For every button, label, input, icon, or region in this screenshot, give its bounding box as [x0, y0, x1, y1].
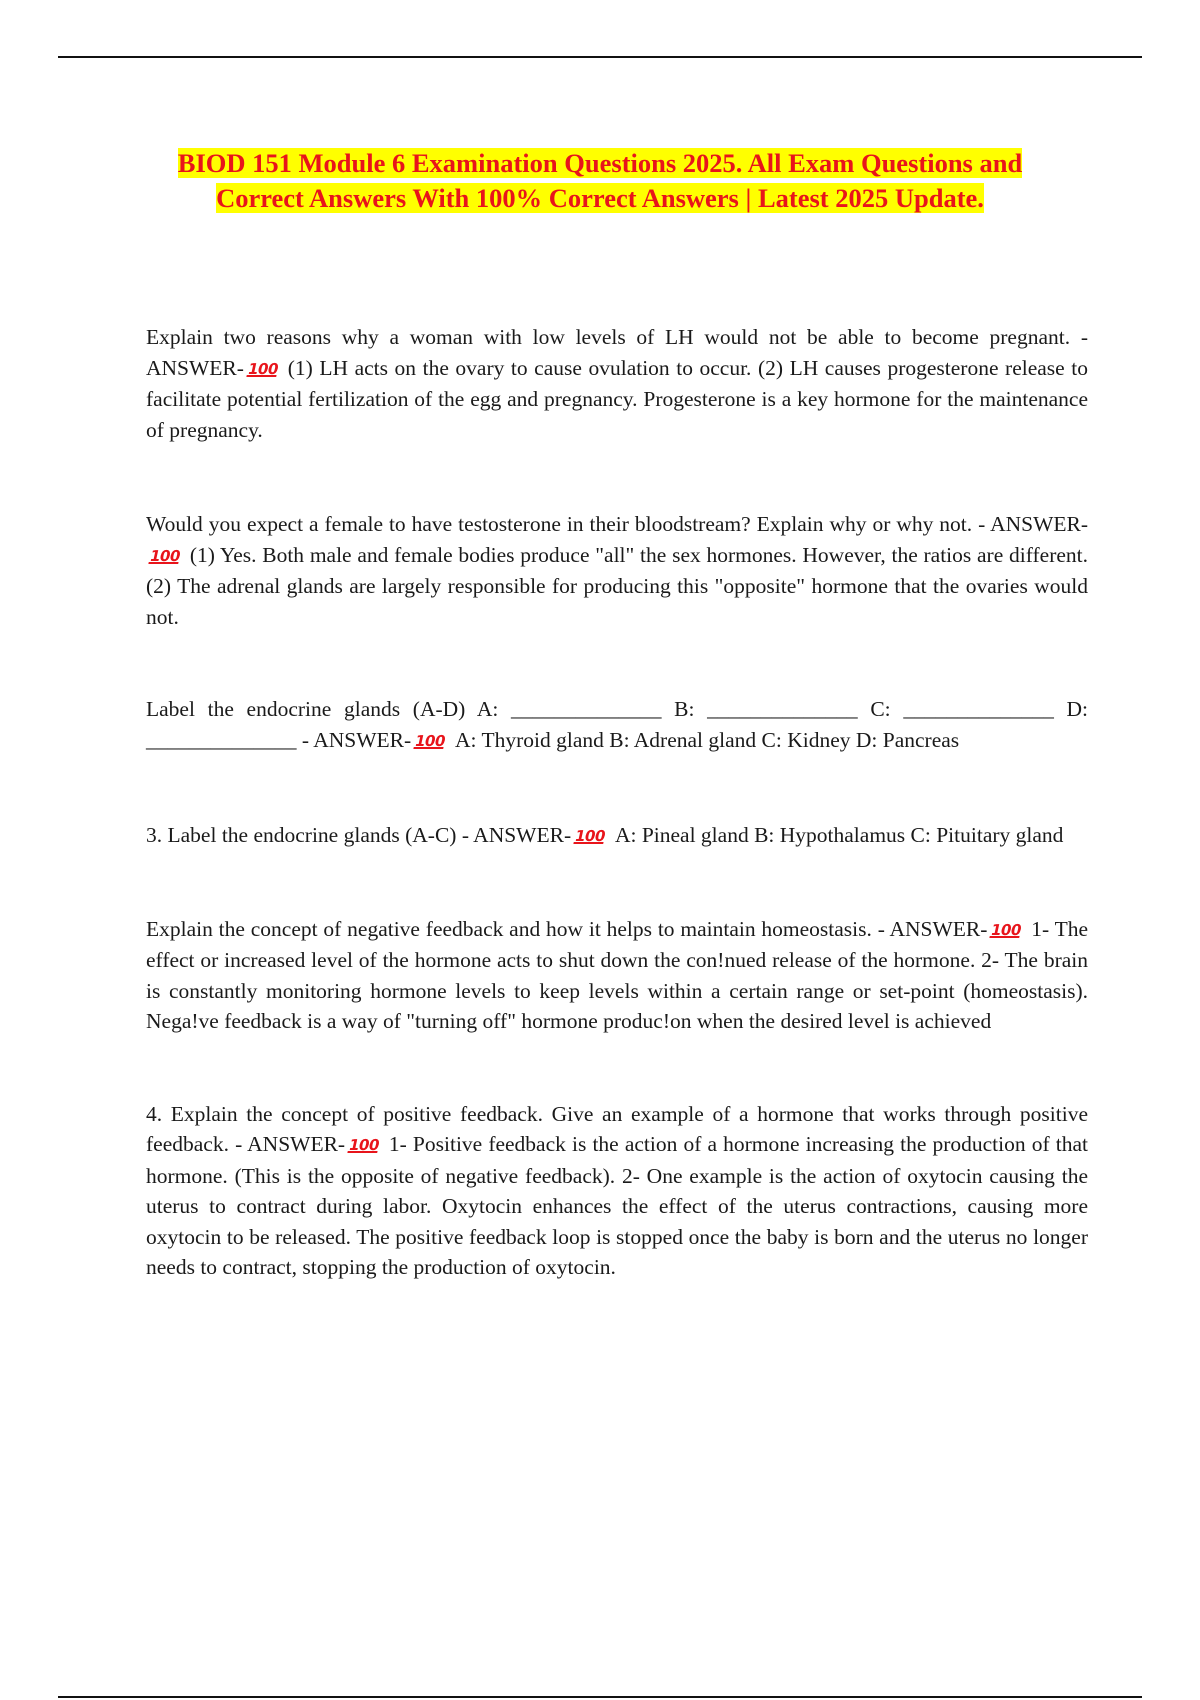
hundred-points-icon: 100 [246, 359, 280, 378]
hundred-points-icon: 100 [148, 546, 182, 565]
bottom-rule [58, 1696, 1142, 1698]
qa-item [146, 1099, 1088, 1283]
answer-text: 1- Positive feedback is the action of a hormone increasing the production of that hormone. (This is the opposite of negative feedback). 2- One example is the action of oxytocin causing the uterus to contract during labor. Oxytocin enhances the effect of the uterus contractions, causing more oxytocin to be released. The positive feedback loop is stopped once the baby is born and the uterus no longer needs to contract, stopping the production of oxytocin. [146, 1132, 1088, 1279]
answer-text: A: Thyroid gland B: Adrenal gland C: Kidney D: Pancreas [454, 727, 960, 752]
question-text: Label the endocrine glands (A-D) A: ______________ B: ______________ C: ______________ D: ______________ [146, 697, 1088, 752]
answer-text: (1) Yes. Both male and female bodies produce "all" the sex hormones. However, the ratios are different. (2) The adrenal glands are largely responsible for producing this "opposite" hormone that the ovaries would not. [146, 542, 1088, 629]
hundred-points-icon: 100 [347, 1136, 381, 1154]
answer-text: 1- The effect or increased level of the hormone acts to shut down the con!nued release of the hormone. 2- The brain is constantly monitoring hormone levels to keep levels within a certain range or set-point (homeostasis). Nega!ve feedback is a way of "turning off" hormone produc!on when the desired level is achieved [146, 916, 1089, 1033]
question-text: Explain two reasons why a woman with low levels of LH would not be able to become pregnant. [146, 325, 1071, 349]
answer-label: - ANSWER- [146, 325, 1089, 380]
answer-label: - ANSWER- [301, 727, 412, 752]
question-text: 4. Explain the concept of positive feedback. Give an example of a hormone that works through positive feedback. [146, 1101, 1088, 1156]
qa-item [146, 820, 1088, 852]
answer-label: - ANSWER- [461, 823, 572, 847]
hundred-points-icon: 100 [573, 827, 607, 845]
hundred-points-icon: 100 [413, 731, 447, 750]
qa-item [146, 694, 1088, 756]
question-text: Would you expect a female to have testosterone in their bloodstream? Explain why or why not. [146, 512, 973, 536]
qa-item [146, 509, 1088, 632]
hundred-points-icon: 100 [989, 920, 1024, 939]
document-title [120, 146, 1080, 216]
answer-text: A: Pineal gland B: Hypothalamus C: Pituitary gland [614, 823, 1064, 847]
top-rule [58, 56, 1142, 58]
qa-list [146, 322, 1088, 1283]
question-text: 3. Label the endocrine glands (A-C) [146, 823, 457, 847]
answer-label: - ANSWER- [877, 916, 988, 941]
question-text: Explain the concept of negative feedback and how it helps to maintain homeostasis. [146, 916, 872, 941]
qa-item [146, 914, 1088, 1037]
answer-label: - ANSWER- [235, 1132, 346, 1156]
answer-text: (1) LH acts on the ovary to cause ovulation to occur. (2) LH causes progesterone release to facilitate potential fertilization of the egg and pregnancy. Progesterone is a key hormone for the maintenance of pregnancy. [146, 355, 1088, 442]
answer-label: - ANSWER- [978, 512, 1089, 536]
qa-item [146, 322, 1088, 445]
title-line-1: BIOD 151 Module 6 Examination Questions 2025. All Exam Questions and [177, 148, 1023, 178]
title-line-2: Correct Answers With 100% Correct Answers | Latest 2025 Update. [216, 183, 984, 213]
